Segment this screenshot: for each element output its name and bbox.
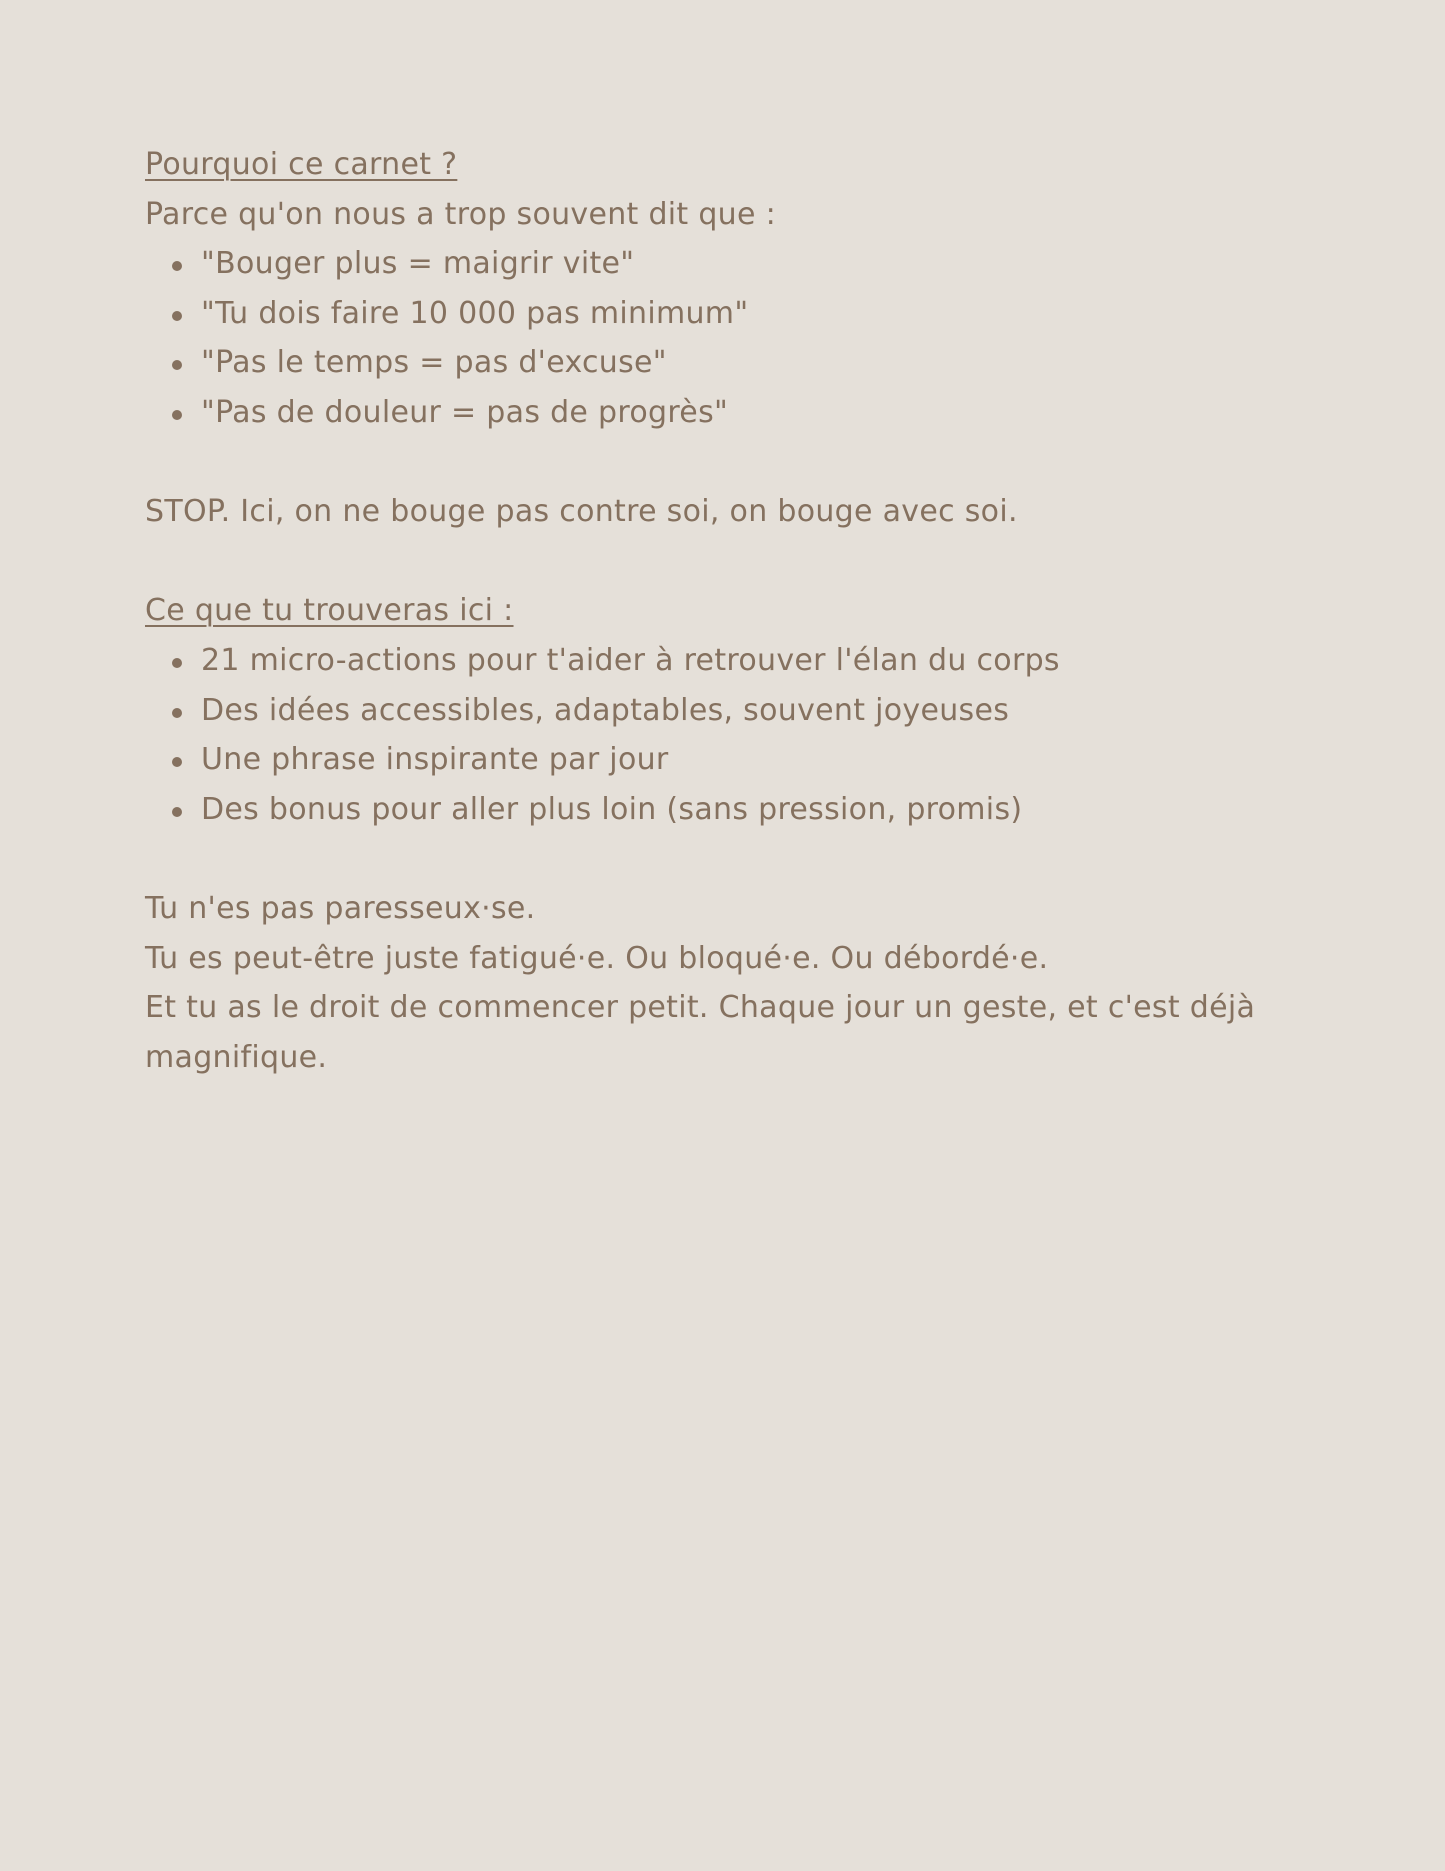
list-item: 21 micro-actions pour t'aider à retrouver l'élan du corps <box>201 636 1325 686</box>
spacer <box>145 834 1325 884</box>
document-page <box>145 140 1325 1082</box>
section-heading-contents: Ce que tu trouveras ici : <box>145 593 514 629</box>
list-item: Des idées accessibles, adaptables, souvent joyeuses <box>201 686 1325 736</box>
list-item: Une phrase inspirante par jour <box>201 735 1325 785</box>
closing-line-2: Tu es peut-être juste fatigué·e. Ou bloqué·e. Ou débordé·e. <box>145 940 1049 976</box>
closing-line-1: Tu n'es pas paresseux·se. <box>145 890 536 926</box>
spacer <box>145 438 1325 488</box>
list-item: "Bouger plus = maigrir vite" <box>201 239 1325 289</box>
spacer <box>145 537 1325 587</box>
contents-list <box>145 636 1325 834</box>
myths-list <box>145 239 1325 437</box>
section-heading-why: Pourquoi ce carnet ? <box>145 147 458 182</box>
stop-statement: STOP. Ici, on ne bouge pas contre soi, on bouge avec soi. <box>145 494 1018 530</box>
closing-line-3: Et tu as le droit de commencer petit. Chaque jour un geste, et c'est déjà magnifique. <box>145 990 1256 1075</box>
list-item: "Tu dois faire 10 000 pas minimum" <box>201 289 1325 339</box>
list-item: Des bonus pour aller plus loin (sans pression, promis) <box>201 785 1325 835</box>
list-item: "Pas le temps = pas d'excuse" <box>201 338 1325 388</box>
intro-text: Parce qu'on nous a trop souvent dit que : <box>145 196 776 232</box>
list-item: "Pas de douleur = pas de progrès" <box>201 388 1325 438</box>
